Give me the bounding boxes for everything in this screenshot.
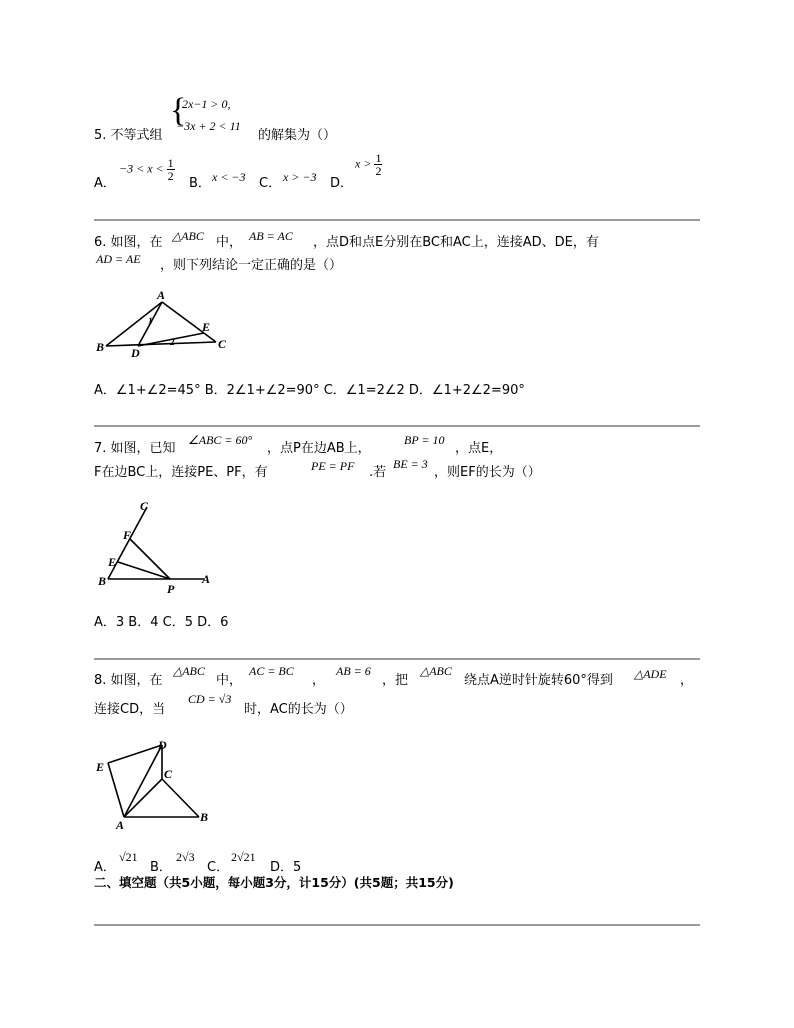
q6-label-a: A (157, 288, 166, 302)
q5-option-a-fraction (167, 157, 175, 182)
q8-ab: AB = 6 (336, 664, 371, 678)
q5-option-c: x > −3 (283, 170, 317, 184)
q6-text-1: ，点D和点E分别在BC和AC上，连接AD、DE，有 (313, 235, 599, 250)
q7-bp: BP = 10 (404, 433, 445, 447)
divider-2 (94, 425, 700, 427)
q7-label-f: F (123, 528, 132, 542)
q5-number: 5. 不等式组 (94, 128, 163, 143)
q7-intro: 7. 如图，已知 (94, 441, 176, 456)
q8-ac-bc: AC = BC (249, 664, 294, 678)
q5-option-d (355, 152, 382, 177)
q8-label-c: C (164, 767, 173, 781)
section-2-heading: 二、填空题（共5小题，每小题3分，计15分）(共5题；共15分) (94, 875, 454, 890)
q8-option-c-label: C． (207, 860, 230, 875)
q7-angle: ∠ABC = 60° (188, 433, 253, 447)
q5-option-a-num: 1 (167, 156, 174, 170)
q6-label-angle-2: 2 (170, 337, 175, 347)
q8-label-b: B (200, 810, 209, 824)
q5-option-c-label: C． (259, 176, 282, 191)
q7-ruo: .若 (369, 465, 387, 480)
q8-line-2a: 连接CD，当 (94, 702, 166, 717)
q6-label-angle-1: 1 (148, 316, 153, 326)
q5-option-a-label: A． (94, 176, 116, 191)
q7-label-c: C (140, 499, 149, 513)
q8-option-c: 2√21 (231, 850, 256, 864)
q5-option-a (119, 157, 175, 182)
q8-label-a: A (116, 818, 125, 832)
q7-label-e: E (108, 555, 117, 569)
q7-label-b: B (98, 574, 107, 588)
q7-line-2b: ，则EF的长为（） (434, 465, 541, 480)
q5-option-d-fraction (374, 152, 382, 177)
q7-line-2a: F在边BC上，连接PE、PF，有 (94, 465, 268, 480)
q6-label-b: B (96, 340, 105, 354)
q5-option-a-den: 2 (167, 169, 174, 183)
divider-3 (94, 658, 700, 660)
q7-label-p: P (167, 582, 175, 596)
q8-line-2b: 时，AC的长为（） (244, 702, 353, 717)
q6-figure (94, 288, 234, 363)
q5-option-d-num: 1 (375, 151, 382, 165)
q7-options: A．3 B．4 C．5 D．6 (94, 615, 229, 630)
q5-option-d-left: x > (355, 156, 372, 171)
q5-option-b-label: B． (189, 176, 211, 191)
q8-option-a-label: A． (94, 860, 116, 875)
q5-option-d-den: 2 (375, 164, 382, 178)
q8-comma-1: ， (312, 673, 326, 688)
q7-pe-pf: PE = PF (311, 459, 355, 473)
q8-text-2: 绕点A逆时针旋转60°得到 (464, 673, 613, 688)
divider-4 (94, 924, 700, 926)
q7-text-1: ，点P在边AB上， (267, 441, 371, 456)
q5-inequality-1: 2x−1 > 0, (182, 97, 231, 111)
q8-intro: 8. 如图，在 (94, 673, 163, 688)
q8-comma-2: ， (680, 673, 694, 688)
q6-label-e: E (202, 320, 211, 334)
q6-triangle: △ABC (172, 229, 204, 243)
q8-mid: 中， (216, 673, 243, 688)
q8-option-d: D．5 (270, 860, 302, 875)
q8-option-b-label: B． (150, 860, 172, 875)
q6-text-2: ，则下列结论一定正确的是（） (160, 258, 343, 273)
divider-1 (94, 219, 700, 221)
q6-label-d: D (131, 346, 140, 360)
q8-label-d: D (158, 738, 167, 752)
q7-be: BE = 3 (393, 457, 428, 471)
q8-cd: CD = √3 (188, 692, 232, 706)
q8-triangle: △ABC (173, 664, 205, 678)
q8-option-a: √21 (119, 850, 138, 864)
q7-label-a: A (202, 572, 211, 586)
q5-option-d-label: D． (330, 176, 354, 191)
q6-options: A．∠1+∠2=45° B．2∠1+∠2=90° C．∠1=2∠2 D．∠1+2∠2=90° (94, 383, 525, 398)
q6-intro: 6. 如图，在 (94, 235, 163, 250)
q8-figure (94, 735, 219, 835)
q6-eq-ab-ac: AB = AC (249, 229, 293, 243)
q5-inequality-2: −3x + 2 < 11 (176, 119, 241, 133)
q8-option-b: 2√3 (176, 850, 195, 864)
q8-triangle-2: △ABC (420, 664, 452, 678)
q6-mid: 中， (216, 235, 243, 250)
q7-text-2: ，点E， (455, 441, 503, 456)
q6-eq-ad-ae: AD = AE (96, 252, 141, 266)
q8-label-e: E (96, 760, 105, 774)
q8-triangle-3: △ADE (634, 667, 667, 681)
q5-suffix: 的解集为（） (258, 128, 337, 143)
q6-label-c: C (218, 337, 227, 351)
q8-text-1: ，把 (382, 673, 409, 688)
q5-option-a-left: −3 < x < (119, 161, 164, 176)
q7-figure (94, 495, 224, 600)
q5-option-b: x < −3 (212, 170, 246, 184)
